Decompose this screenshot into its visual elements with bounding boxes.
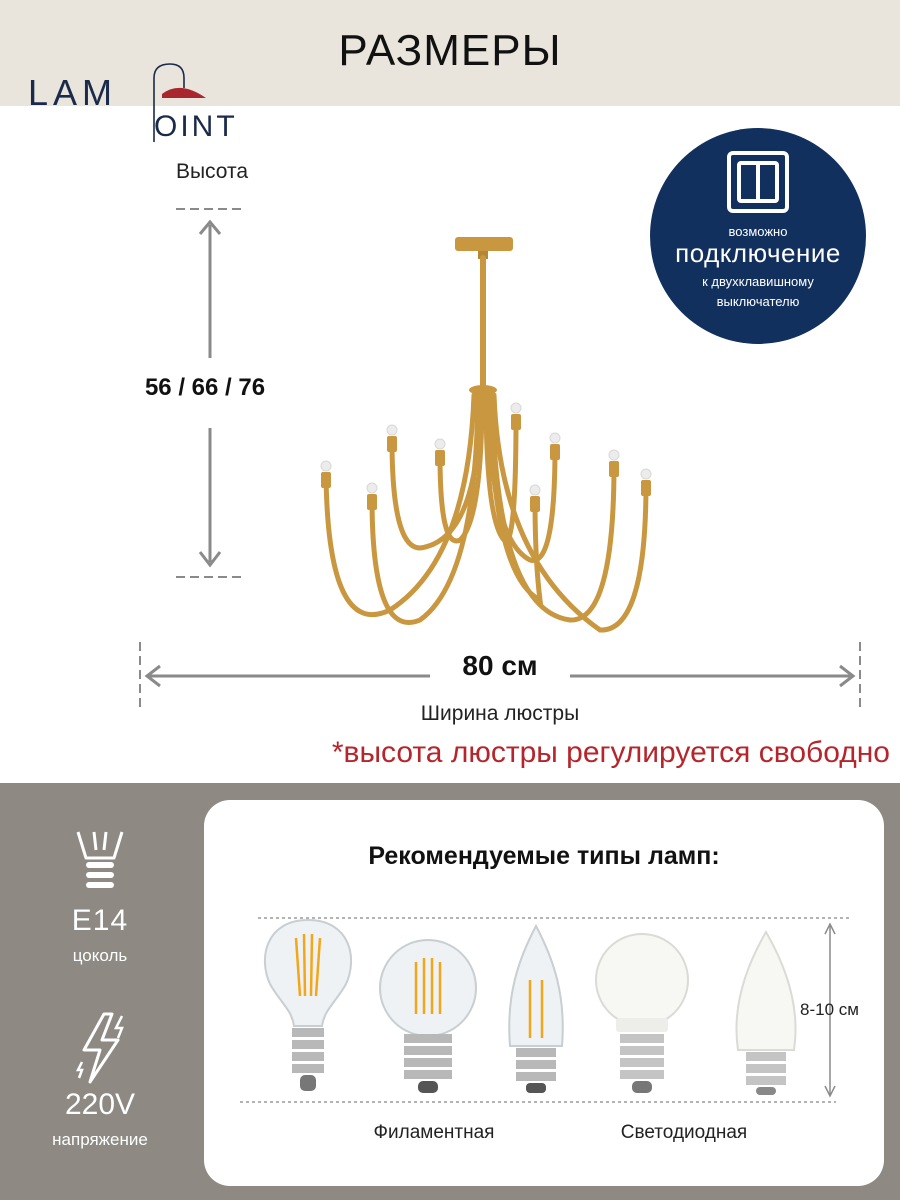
bulb-filament-candle (509, 926, 563, 1093)
badge-line2: подключение (675, 238, 841, 268)
voltage-label: напряжение (52, 1130, 148, 1149)
width-value: 80 см (430, 650, 570, 682)
double-switch-icon (726, 150, 790, 214)
voltage-value: 220V (64, 1088, 136, 1121)
chandelier-image (321, 237, 651, 630)
lamp-types-title: Рекомендуемые типы ламп: (368, 842, 720, 870)
bulb-filament-g45 (380, 940, 476, 1093)
logo-text-part1: LAM (28, 72, 118, 113)
socket-label: цоколь (72, 946, 128, 965)
socket-value: E14 (71, 904, 129, 937)
lightning-icon (72, 1010, 134, 1086)
badge-line1: возможно (728, 224, 788, 239)
height-label: Высота (175, 160, 249, 183)
bulb-filament-a60 (265, 920, 351, 1091)
badge-line3: к двухклавишному (702, 274, 814, 289)
height-adjust-note: *высота люстры регулируется свободно (331, 736, 890, 769)
lamp-size-range: 8-10 см (800, 1000, 859, 1019)
page-title: РАЗМЕРЫ (338, 26, 562, 75)
width-label: Ширина люстры (420, 702, 580, 725)
bulb-socket-icon (74, 828, 126, 896)
bulb-led-candle (736, 932, 795, 1095)
switch-badge (650, 128, 866, 344)
lamp-types-card (204, 800, 884, 1186)
bulb-led-globe (596, 934, 688, 1093)
height-value: 56 / 66 / 76 (144, 374, 266, 401)
badge-line4: выключателю (716, 294, 800, 309)
lamp-type-led: Светодиодная (620, 1122, 748, 1143)
lamp-type-filament: Филаментная (373, 1122, 495, 1143)
logo-text-part2: OINT (154, 110, 238, 143)
